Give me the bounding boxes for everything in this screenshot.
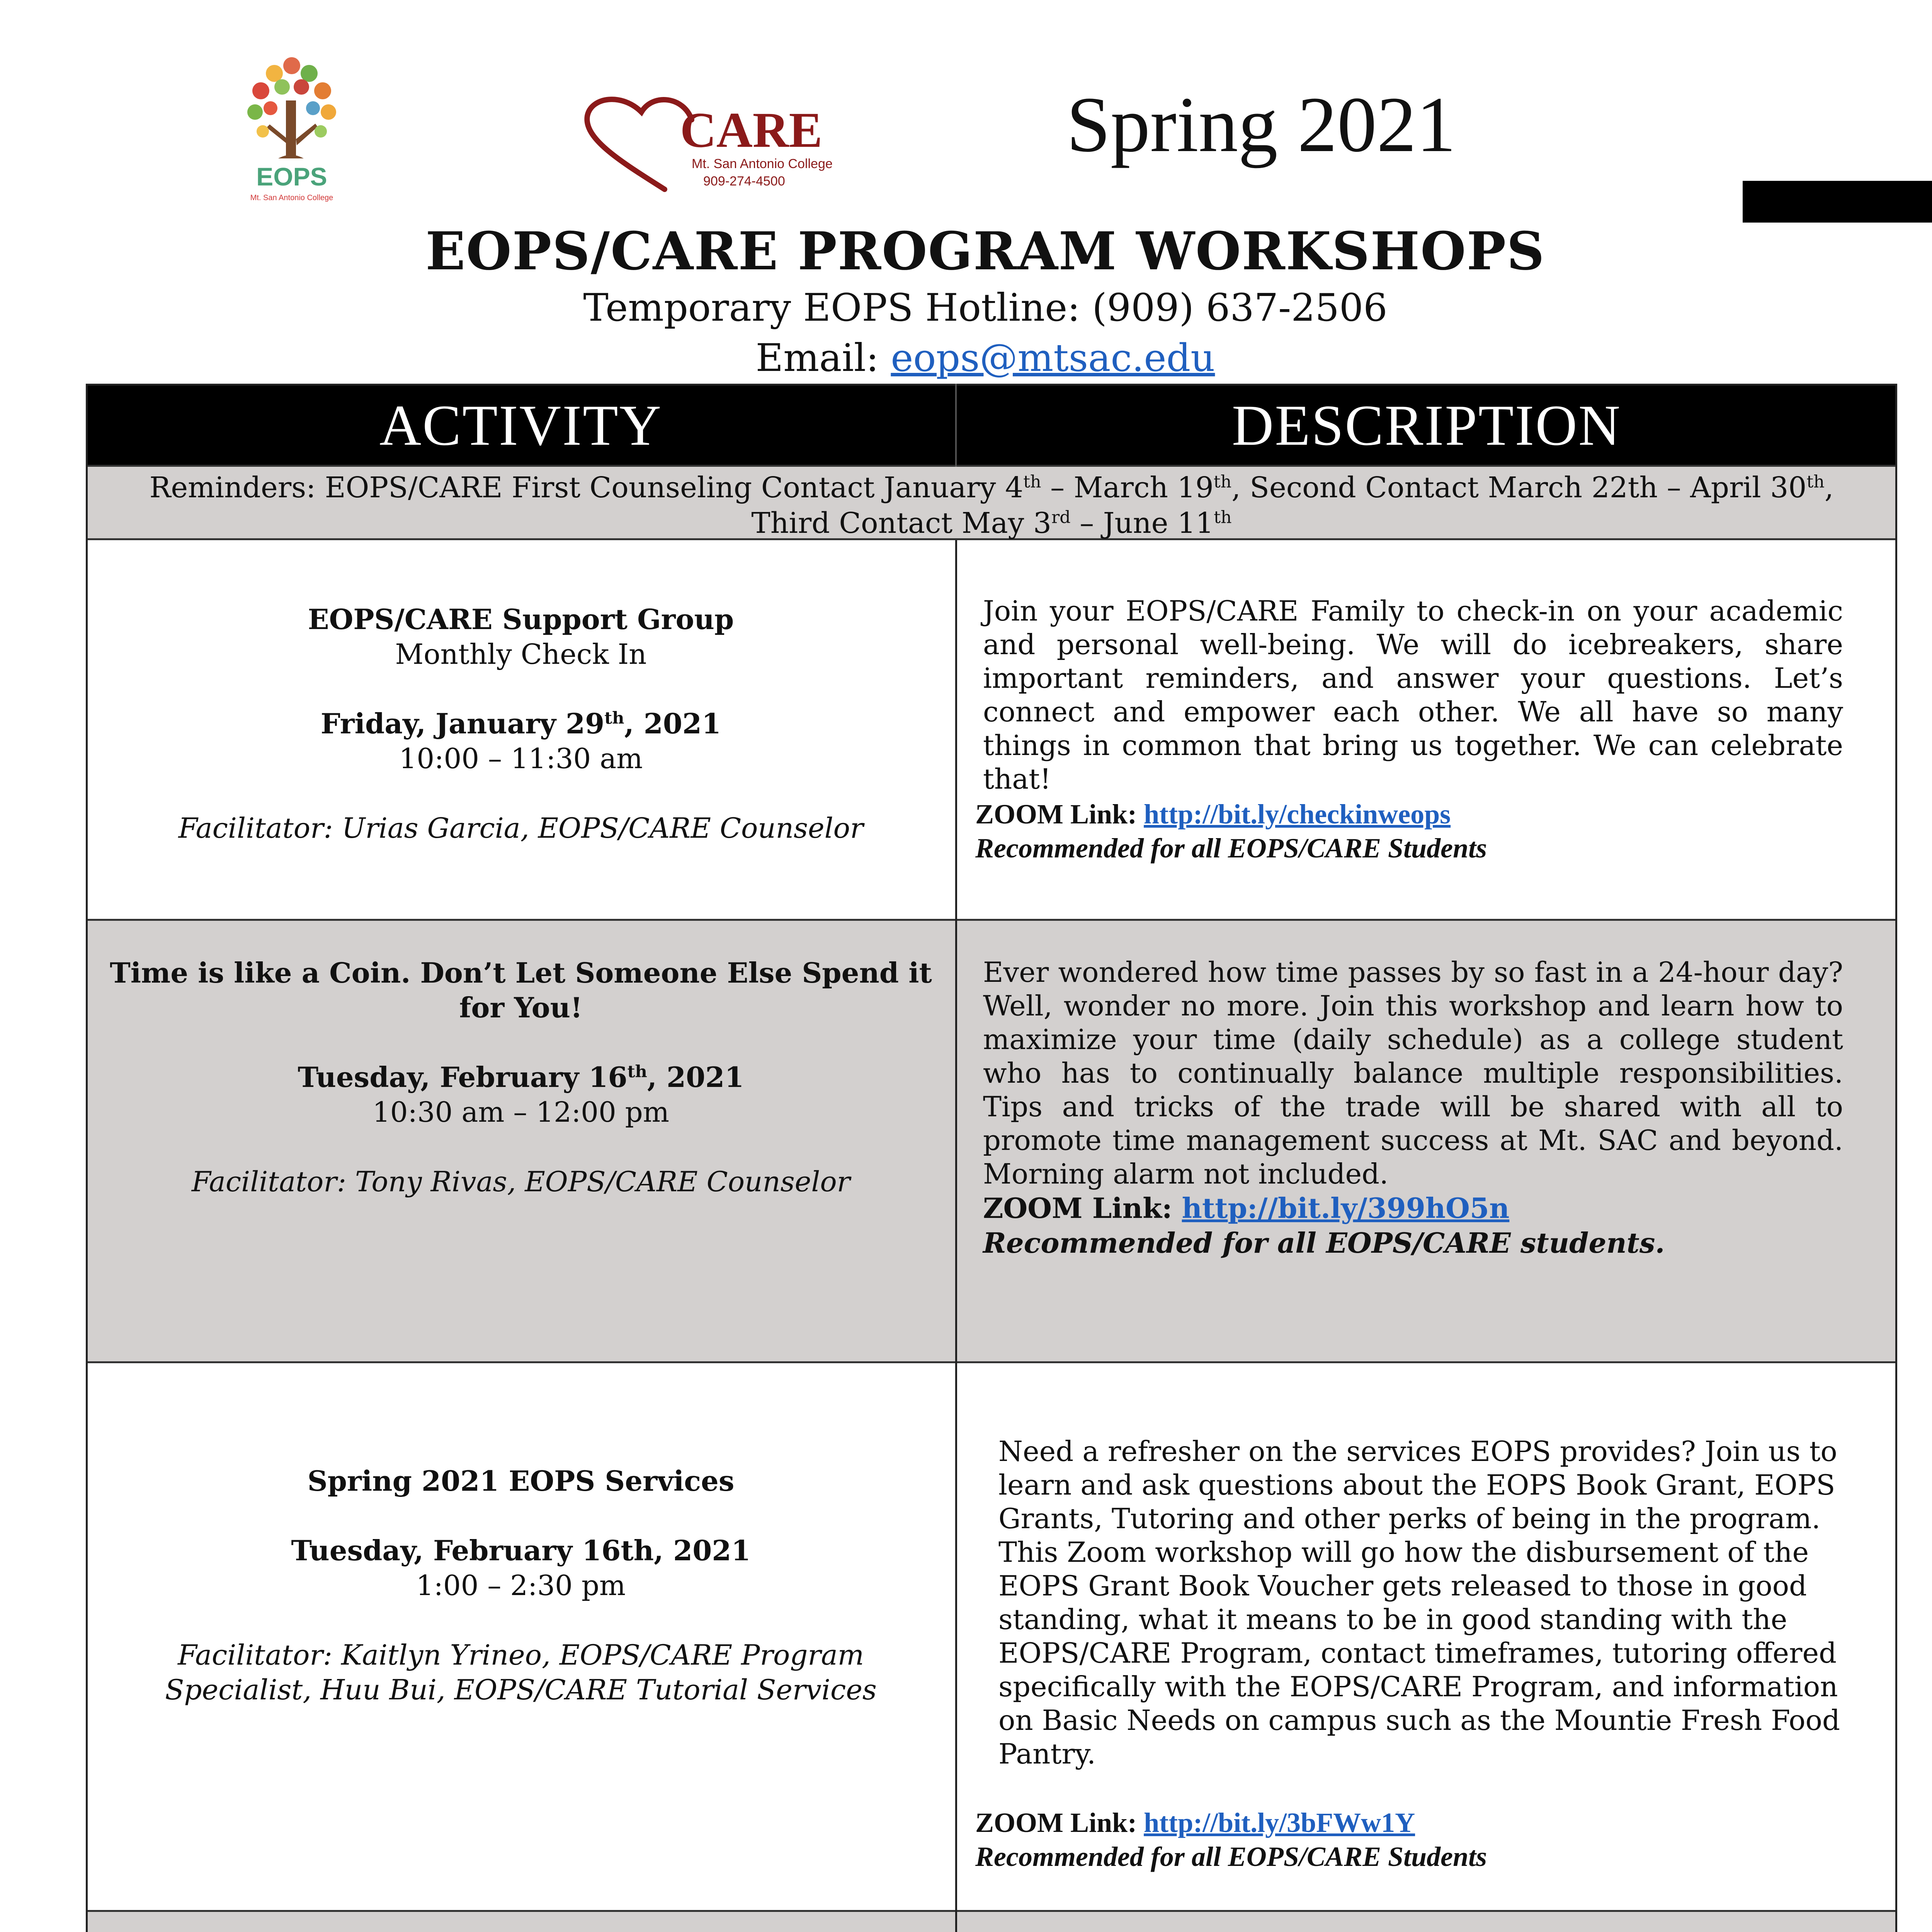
workshop-title: Spring 2021 EOPS Services	[307, 1464, 735, 1497]
zoom-block	[956, 1806, 1897, 1874]
care-logo-subtext-1: Mt. San Antonio College	[692, 156, 833, 171]
page-title: EOPS/CARE PROGRAM WORKSHOPS	[425, 220, 1545, 282]
care-logo-subtext-2: 909-274-4500	[703, 174, 785, 189]
workshop-date	[101, 1060, 940, 1095]
tree-icon	[247, 57, 336, 158]
workshop-facilitator-line-2: Specialist, Huu Bui, EOPS/CARE Tutorial Services	[165, 1673, 877, 1706]
workshop-facilitator: Facilitator: Tony Rivas, EOPS/CARE Counselor	[191, 1165, 850, 1198]
eops-logo-text: EOPS	[256, 162, 327, 191]
activity-cell	[86, 956, 956, 1199]
description-cell	[956, 1435, 1897, 1771]
email-label: Email:	[755, 336, 891, 380]
date-sup: th	[627, 1062, 647, 1082]
date-sup: th	[604, 708, 624, 728]
reminder-text: Reminders: EOPS/CARE First Counseling Contact January 4	[149, 471, 1024, 504]
activity-cell	[86, 602, 956, 845]
recommended-note: Recommended for all EOPS/CARE Students	[975, 1841, 1487, 1872]
email-link[interactable]: eops@mtsac.edu	[891, 336, 1215, 380]
zoom-block	[956, 797, 1897, 865]
workshop-date	[86, 706, 956, 741]
workshop-title: Time is like a Coin. Don’t Let Someone Else Spend it for You!	[110, 956, 932, 1024]
zoom-label: ZOOM Link:	[983, 1192, 1182, 1225]
workshop-description: Need a refresher on the services EOPS provides? Join us to learn and ask questions about the EOPS Book Grant, EOPS Grants, Tutoring and other perks of being in the program. This Zoom workshop will go how the disbursement of the EOPS Grant Book Voucher gets released to those in good standing, what it means to be in good standing with the EOPS/CARE Program, contact timeframes, tutoring offered specifically with the EOPS/CARE Program, and information on Basic Needs on campus such as the Mountie Fresh Food Pantry.	[998, 1435, 1840, 1770]
zoom-link[interactable]: http://bit.ly/3bFWw1Y	[1144, 1807, 1415, 1838]
workshop-date: Tuesday, February 16th, 2021	[291, 1534, 751, 1567]
zoom-link[interactable]: http://bit.ly/399hO5n	[1182, 1192, 1510, 1225]
season-label: Spring 2021	[1066, 81, 1456, 168]
workshop-time: 10:00 – 11:30 am	[399, 742, 643, 775]
workshop-table	[86, 384, 1897, 1932]
workshop-facilitator: Facilitator: Urias Garcia, EOPS/CARE Counselor	[178, 812, 864, 844]
reminder-line-2	[86, 505, 1897, 541]
workshop-description: Join your EOPS/CARE Family to check-in on your academic and personal well-being. We will do icebreakers, share important reminders, and answer your questions. Let’s connect and empower each other. We all have so many things in common that bring us together. We can celebrate that!	[983, 595, 1843, 795]
email-line	[0, 336, 1932, 380]
recommended-note: Recommended for all EOPS/CARE students.	[983, 1226, 1665, 1259]
reminder-line-1	[86, 470, 1897, 505]
zoom-link[interactable]: http://bit.ly/checkinweops	[1144, 799, 1451, 830]
reminder-sup: th	[1806, 472, 1825, 492]
table-border-top	[86, 384, 1897, 386]
workshop-description: Ever wondered how time passes by so fast in a 24-hour day? Well, wonder no more. Join this workshop and learn how to maximize your time (daily schedule) as a college student who has to continually balance multiple responsibilities. Tips and tricks of the trade will be shared with all to promote time management success at Mt. SAC and beyond. Morning alarm not included.	[983, 956, 1843, 1190]
workshop-row	[86, 921, 1897, 1363]
date-text: Tuesday, February 16	[298, 1061, 628, 1094]
date-text: , 2021	[647, 1061, 744, 1094]
care-logo-text: CARE	[680, 102, 823, 158]
column-header-description: DESCRIPTION	[1231, 393, 1622, 457]
description-cell	[956, 594, 1897, 796]
workshop-subtitle: Monthly Check In	[395, 638, 647, 670]
eops-logo-subtext: Mt. San Antonio College	[250, 194, 333, 202]
redaction-bar	[1743, 181, 1932, 223]
workshop-row	[86, 540, 1897, 921]
column-header-activity: ACTIVITY	[379, 393, 663, 457]
column-divider	[955, 540, 957, 1932]
reminder-text: ,	[1824, 471, 1834, 504]
reminder-text: – June 11	[1070, 507, 1214, 540]
zoom-label: ZOOM Link:	[975, 799, 1144, 830]
workshop-title: EOPS/CARE Support Group	[308, 603, 734, 636]
reminder-row	[86, 467, 1897, 540]
workshop-row	[86, 1363, 1897, 1912]
table-header-row	[86, 384, 1897, 467]
description-cell	[956, 956, 1897, 1260]
workshop-facilitator-line-1: Facilitator: Kaitlyn Yrineo, EOPS/CARE Program	[177, 1639, 864, 1671]
recommended-note: Recommended for all EOPS/CARE Students	[975, 833, 1487, 864]
heart-icon	[587, 99, 692, 189]
zoom-label: ZOOM Link:	[975, 1807, 1144, 1838]
reminder-text: – March 19	[1041, 471, 1214, 504]
reminder-sup: th	[1214, 507, 1232, 527]
activity-cell	[86, 1464, 956, 1707]
reminder-text: , Second Contact March 22th – April 30	[1231, 471, 1807, 504]
date-text: , 2021	[624, 707, 721, 740]
reminder-sup: th	[1213, 472, 1232, 492]
reminder-sup: rd	[1051, 507, 1071, 527]
care-logo	[576, 93, 854, 197]
table-border-left	[86, 384, 88, 1932]
eops-logo	[228, 50, 355, 205]
table-border-right	[1895, 384, 1897, 1932]
header-divider	[955, 384, 957, 467]
hotline-line: Temporary EOPS Hotline: (909) 637-2506	[583, 286, 1388, 330]
reminder-text: Third Contact May 3	[751, 507, 1052, 540]
workshop-row	[86, 1912, 1897, 1932]
reminder-sup: th	[1023, 472, 1041, 492]
workshop-time: 10:30 am – 12:00 pm	[372, 1096, 670, 1128]
workshop-time: 1:00 – 2:30 pm	[416, 1569, 626, 1602]
date-text: Friday, January 29	[320, 707, 605, 740]
